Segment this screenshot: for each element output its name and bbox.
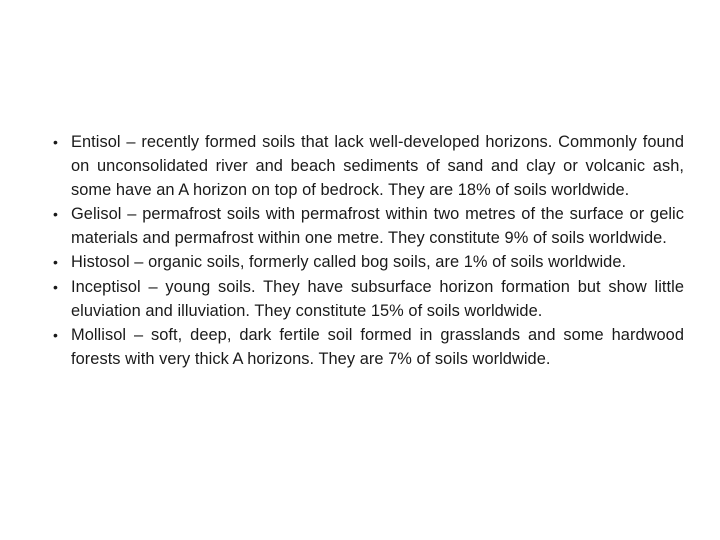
bullet-text: Mollisol – soft, deep, dark fertile soil formed in grasslands and some hardwood forests with very thick A horizons. They are 7% of soils worldwide. [71, 325, 684, 368]
bullet-text: Entisol – recently formed soils that lack well-developed horizons. Commonly found on unconsolidated river and beach sediments of sand and clay or volcanic ash, some have an A horizon on top of bedrock. They are 18% of soils worldwide. [71, 133, 684, 200]
bullet-icon: • [53, 254, 58, 271]
list-item-histosol [50, 250, 684, 274]
bullet-icon: • [53, 278, 58, 295]
bullet-text: Gelisol – permafrost soils with permafrost within two metres of the surface or gelic materials and permafrost within one metre. They constitute 9% of soils worldwide. [71, 205, 684, 248]
bullet-icon: • [53, 326, 58, 343]
list-item-gelisol [50, 202, 684, 250]
list-item-inceptisol [50, 275, 684, 323]
bullet-text: Inceptisol – young soils. They have subsurface horizon formation but show little eluviation and illuviation. They constitute 15% of soils worldwide. [71, 277, 684, 320]
list-item-mollisol [50, 323, 684, 371]
bullet-icon: • [53, 134, 58, 150]
soil-orders-bullet-list [50, 130, 684, 371]
bullet-text: Histosol – organic soils, formerly called bog soils, are 1% of soils worldwide. [71, 253, 627, 272]
bullet-icon: • [53, 206, 58, 223]
list-item-entisol [50, 130, 684, 202]
